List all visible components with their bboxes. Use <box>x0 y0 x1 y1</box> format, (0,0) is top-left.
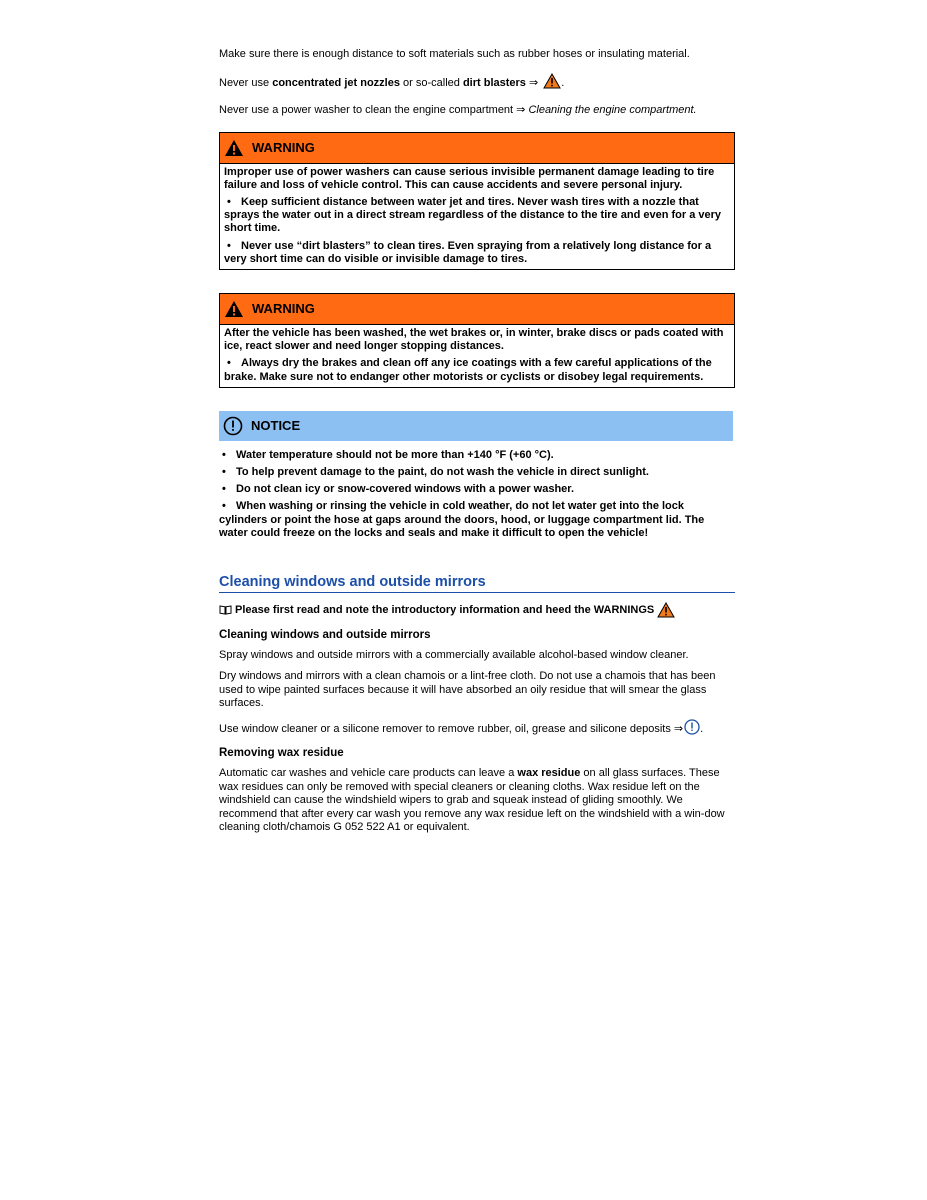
paragraph-soft-materials: Make sure there is enough distance to soft materials such as rubber hoses or insulating material. <box>219 48 690 60</box>
section-heading: Cleaning windows and outside mirrors <box>219 574 735 593</box>
warning-header <box>220 294 734 325</box>
notice-title: NOTICE <box>251 418 301 434</box>
book-icon <box>219 604 232 615</box>
warning-intro: Improper use of power washers can cause serious invisible permanent damage leading to tire failure and loss of vehicle control. This can cause accidents and severe personal injury. <box>224 165 715 191</box>
notice-bullet: • To help prevent damage to the paint, do not wash the vehicle in direct sunlight. <box>219 466 735 479</box>
warning-box-tires <box>219 132 735 270</box>
warning-bullet: • Keep sufficient distance between water jet and tires. Never wash tires with a nozzle that sprays the water out in a direct stream regardless of the distance to the tire and even for a very short time. <box>224 195 721 235</box>
warning-triangle-icon <box>224 139 244 157</box>
notice-body <box>219 441 735 540</box>
warning-body <box>220 325 734 387</box>
notice-bullet: • When washing or rinsing the vehicle in cold weather, do not let water get into the lock cylinders or point the hose at gaps around the doors, hood, or luggage compartment lid. The water could freeze on the locks and seals and make it difficult to open the vehicle! <box>219 500 705 539</box>
bullet-icon: • <box>222 465 226 478</box>
notice-box <box>219 411 735 540</box>
paragraph-wax: Automatic car washes and vehicle care products can leave a wax residue on all glass surfaces. These wax residues can only be removed with special cleaners or cleaning cloths. Wax residue left on the windshield can cause the windshield wipers to grab and squeak instead of gliding smoothly. We recommend that after every car wash you remove any wax residue left on the windshield with a win-dow cleaning cloth/chamois G 052 522 A1 or equivalent. <box>219 767 725 834</box>
paragraph-spray: Spray windows and outside mirrors with a commercially available alcohol-based window cleaner. <box>219 648 689 661</box>
warning-box-brakes <box>219 293 735 388</box>
notice-bullet: • Water temperature should not be more than +140 °F (+60 °C). <box>219 449 735 462</box>
subheading-cleaning-windows: Cleaning windows and outside mirrors <box>219 628 431 641</box>
warning-triangle-icon[interactable] <box>543 73 561 94</box>
paragraph-jet-nozzles: Never use concentrated jet nozzles or so-called dirt blasters ⇒ . <box>219 73 735 94</box>
bullet-icon: • <box>222 500 226 513</box>
paragraph-dry: Dry windows and mirrors with a clean chamois or a lint-free cloth. Do not use a chamois that has been used to wipe painted surfaces because it will have absorbed an oily residue that will smear the glass surfaces. <box>219 670 716 710</box>
warning-bullet: • Always dry the brakes and clean off any ice coatings with a few careful applications of the brake. Make sure not to endanger other motorists or cyclists or disobey legal requirements. <box>224 357 712 383</box>
paragraph-engine-compartment: Never use a power washer to clean the engine compartment ⇒ Cleaning the engine compartment. <box>219 104 697 116</box>
warning-title: WARNING <box>252 140 315 155</box>
warning-header <box>220 133 734 164</box>
warning-triangle-icon[interactable] <box>657 602 675 618</box>
bullet-icon: • <box>227 239 231 252</box>
bullet-icon: • <box>222 448 226 461</box>
cross-reference-link[interactable]: Cleaning the engine compartment. <box>528 104 697 116</box>
notice-bullet: • Do not clean icy or snow-covered windows with a power washer. <box>219 483 735 496</box>
warning-triangle-icon <box>224 300 244 318</box>
warning-title: WARNING <box>252 301 315 317</box>
warning-bullet: • Never use “dirt blasters” to clean tires. Even spraying from a relatively long distance for a very short time can do visible or invisible damage to tires. <box>224 239 712 265</box>
exclamation-circle-icon <box>223 416 243 436</box>
notice-header <box>219 411 733 441</box>
bullet-icon: • <box>222 483 226 496</box>
notice-circle-icon[interactable] <box>684 719 700 740</box>
paragraph-remover: Use window cleaner or a silicone remover to remove rubber, oil, grease and silicone deposits ⇒ . <box>219 719 735 740</box>
bullet-icon: • <box>227 195 231 208</box>
warning-body <box>220 164 734 269</box>
warning-intro: After the vehicle has been washed, the wet brakes or, in winter, brake discs or pads coated with ice, react slower and need longer stopping distances. <box>224 326 724 353</box>
manual-page <box>219 48 735 835</box>
bullet-icon: • <box>227 357 231 370</box>
subheading-wax-residue: Removing wax residue <box>219 747 344 760</box>
intro-reference: Please first read and note the introductory information and heed the WARNINGS <box>219 602 735 618</box>
